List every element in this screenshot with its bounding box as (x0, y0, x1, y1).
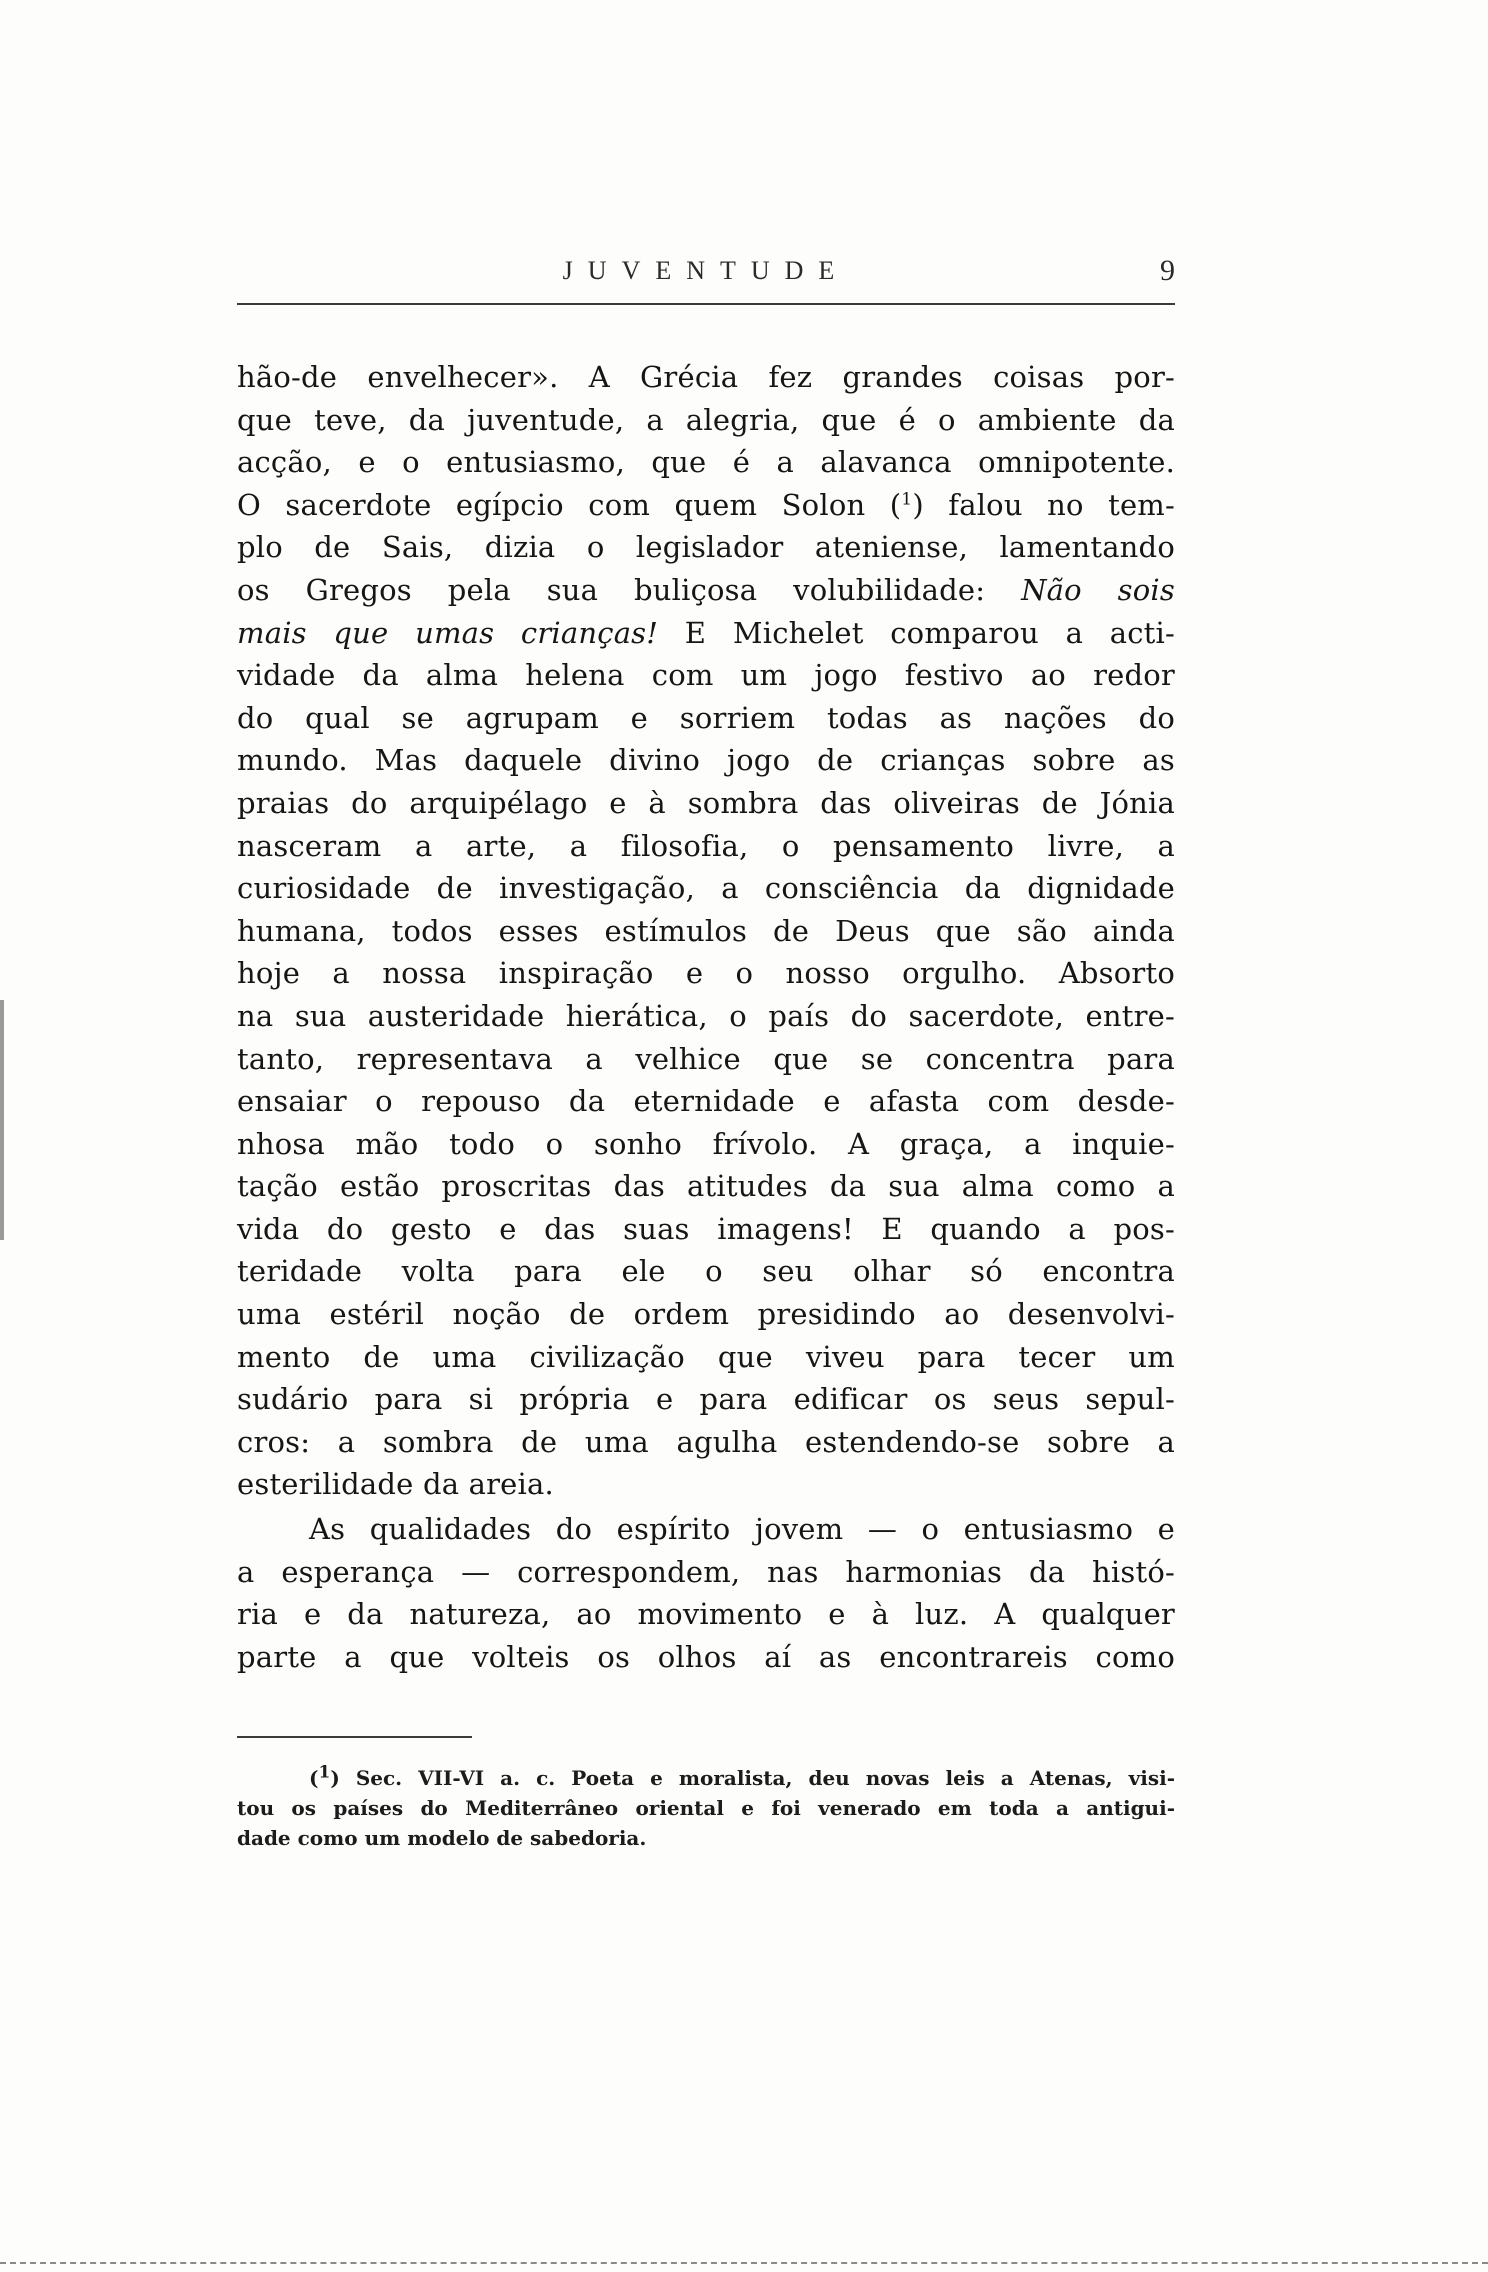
text-line: nasceram a arte, a filosofia, o pensamento livre, a (237, 828, 1175, 863)
footnote-line: ($^1$) Sec. VII-VI a. c. Poeta e moralista, deu novas leis a Atenas, visi- (309, 1762, 1175, 1790)
text-line: nhosa mão todo o sonho frívolo. A graça, a inquie- (237, 1126, 1175, 1161)
text-line: que teve, da juventude, a alegria, que é o ambiente da (237, 402, 1175, 437)
text-line: do qual se agrupam e sorriem todas as nações do (237, 700, 1175, 735)
text-line: humana, todos esses estímulos de Deus que são ainda (237, 913, 1175, 948)
header-rule (237, 303, 1175, 305)
text-line: curiosidade de investigação, a consciência da dignidade (237, 871, 1175, 906)
text-line (237, 484, 1175, 527)
text-line: a esperança — correspondem, nas harmonias da histó- (237, 1554, 1175, 1589)
text-line: vidade da alma helena com um jogo festivo ao redor (237, 658, 1175, 693)
italic-quote: mais que umas crianças! (237, 615, 659, 650)
text-line: As qualidades do espírito jovem — o entusiasmo e (309, 1512, 1175, 1547)
text-line: ria e da natureza, ao movimento e à luz. A qualquer (237, 1597, 1175, 1632)
scan-edge-shadow (0, 1000, 4, 1240)
body-text (237, 356, 1175, 1678)
running-title: JUVENTUDE (562, 256, 850, 285)
footnote-line: dade como um modelo de sabedoria. (237, 1826, 647, 1850)
italic-quote: Não sois (1021, 572, 1175, 607)
text-line: uma estéril noção de ordem presidindo ao desenvolvi- (237, 1297, 1175, 1332)
text-line: plo de Sais, dizia o legislador ateniense, lamentando (237, 530, 1175, 565)
text-line: hoje a nossa inspiração e o nosso orgulho. Absorto (237, 956, 1175, 991)
text-segment: ) falou no tem- (912, 487, 1175, 522)
footnote (237, 1763, 1175, 1853)
text-segment: O sacerdote egípcio com quem Solon ( (237, 487, 902, 522)
scan-bottom-edge (0, 2262, 1488, 2264)
footnote-marker: 1 (318, 1762, 331, 1783)
text-line: praias do arquipélago e à sombra das oliveiras de Jónia (237, 785, 1175, 820)
text-line: mundo. Mas daquele divino jogo de crianças sobre as (237, 743, 1175, 778)
text-line: tação estão proscritas das atitudes da sua alma como a (237, 1169, 1175, 1204)
text-line: teridade volta para ele o seu olhar só encontra (237, 1254, 1175, 1289)
text-line: hão-de envelhecer». A Grécia fez grandes coisas por- (237, 360, 1175, 394)
text-line: mento de uma civilização que viveu para tecer um (237, 1339, 1175, 1374)
page-header (237, 250, 1175, 300)
text-line: parte a que volteis os olhos aí as encontrareis como (237, 1639, 1175, 1674)
text-line: vida do gesto e das suas imagens! E quando a pos- (237, 1211, 1175, 1246)
text-line: tanto, representava a velhice que se concentra para (237, 1041, 1175, 1076)
text-line (237, 569, 1175, 612)
text-segment: E Michelet comparou a acti- (658, 615, 1175, 650)
footnote-reference: 1 (901, 489, 913, 510)
page-number: 9 (1160, 254, 1175, 287)
text-line: esterilidade da areia. (237, 1467, 554, 1502)
text-line: acção, e o entusiasmo, que é a alavanca omnipotente. (237, 445, 1175, 480)
text-segment: os Gregos pela sua buliçosa volubilidade: (237, 572, 1022, 607)
text-segment: Sec. VII-VI a. c. Poeta e moralista, deu novas leis a Atenas, visi- (355, 1766, 1175, 1790)
text-line (237, 612, 1175, 655)
footnote-rule (237, 1736, 472, 1738)
footnote-line: tou os países do Mediterrâneo oriental e foi venerado em toda a antigui- (237, 1796, 1175, 1820)
text-line: cros: a sombra de uma agulha estendendo-se sobre a (237, 1424, 1175, 1459)
text-line: ensaiar o repouso da eternidade e afasta com desde- (237, 1084, 1175, 1119)
text-line: na sua austeridade hierática, o país do sacerdote, entre- (237, 998, 1175, 1033)
text-line: sudário para si própria e para edificar os seus sepul- (237, 1382, 1175, 1417)
